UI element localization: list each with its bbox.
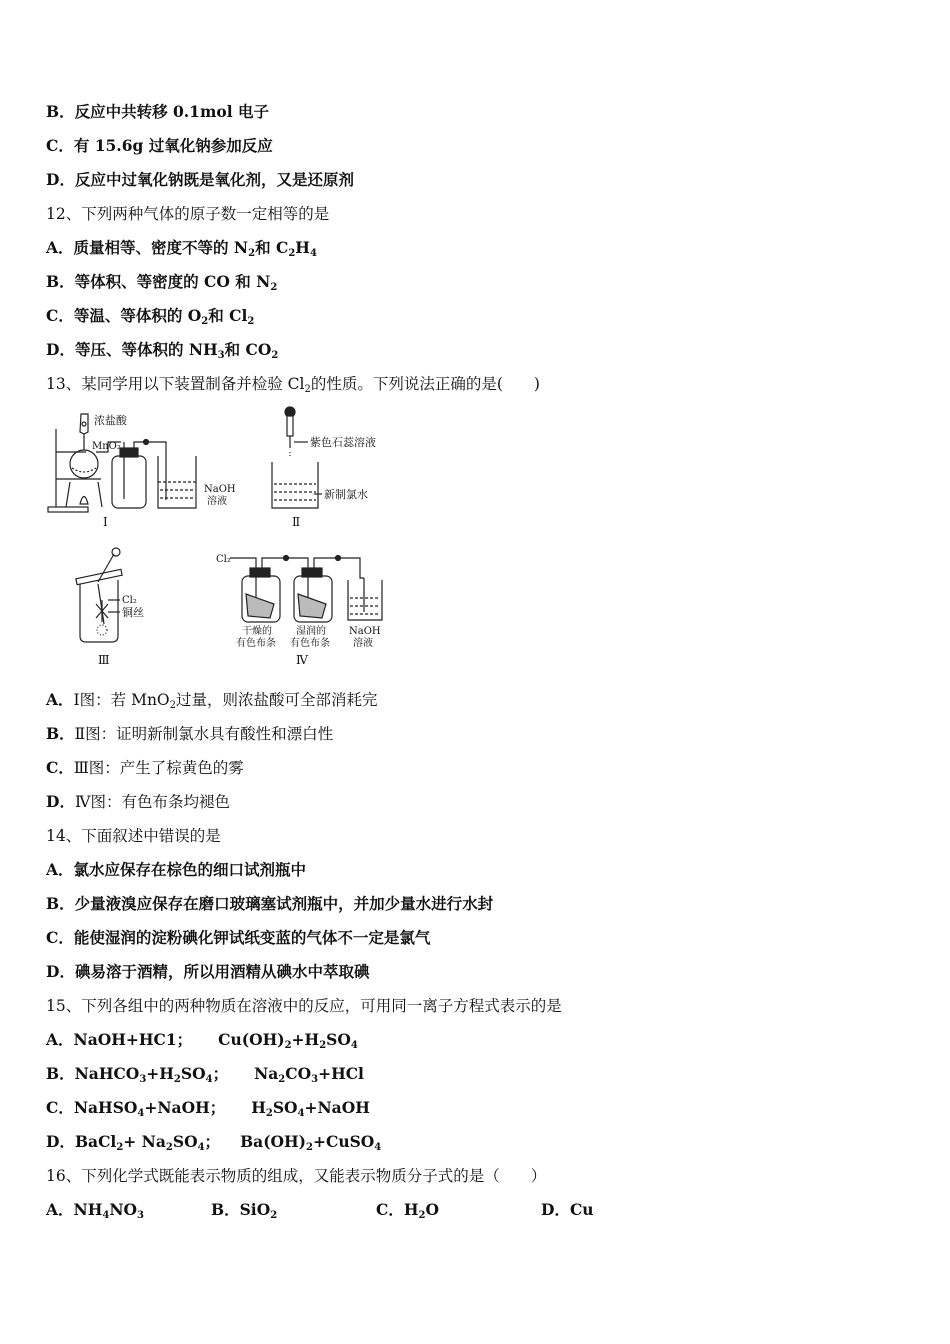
q12-option-b: B．等体积、等密度的 CO 和 $N_2$: [46, 272, 278, 293]
q13-option-d: D．Ⅳ图：有色布条均褪色: [46, 792, 230, 811]
figure-iii-apparatus: [76, 548, 122, 642]
q15-option-a: A．NaOH+HC1； $Cu(OH)_2+H_2SO_4$: [46, 1030, 358, 1051]
fig-iv-colored-strip-1: 有色布条: [236, 638, 276, 649]
fig-iv-wet: 湿润的: [296, 626, 326, 637]
fig-iv-dry: 干燥的: [242, 626, 272, 637]
q13-stem: 13、某同学用以下装置制备并检验 $Cl_2$的性质。下列说法正确的是( ): [46, 375, 540, 395]
fig-ii-litmus: 紫色石蕊溶液: [310, 436, 376, 449]
fig-iv-naoh: NaOH: [349, 626, 381, 637]
figure-iv-apparatus: [230, 556, 382, 623]
q14-option-c: C．能使湿润的淀粉碘化钾试纸变蓝的气体不一定是氯气: [46, 928, 431, 947]
fig-ii-chlorine-water: 新制氯水: [324, 488, 368, 501]
fig-iii-cl2: Cl₂: [122, 595, 137, 606]
fig-iv-solution: 溶液: [353, 638, 373, 649]
q12-option-a: A．质量相等、密度不等的 $N_2$和 $C_2H_4$: [46, 238, 317, 259]
fig-i-label: Ⅰ: [103, 515, 108, 529]
q15-option-b: B．$NaHCO_3+H_2SO_4$； $Na_2CO_3+HCl$: [46, 1064, 364, 1085]
q15-option-c: C．NaHSO$_4$+NaOH； $H_2SO_4+NaOH$: [46, 1098, 370, 1119]
apparatus-figure: [46, 404, 406, 674]
q14-option-b: B．少量液溴应保存在磨口玻璃塞试剂瓶中，并加少量水进行水封: [46, 894, 494, 913]
fig-iii-label: Ⅲ: [98, 653, 110, 667]
q11-option-d: D．反应中过氧化钠既是氧化剂，又是还原剂: [46, 170, 354, 189]
fig-iv-label: Ⅳ: [296, 653, 308, 667]
q15-stem: 15、下列各组中的两种物质在溶液中的反应，可用同一离子方程式表示的是: [46, 997, 562, 1015]
q16-stem: 16、下列化学式既能表示物质的组成，又能表示物质分子式的是（ ）: [46, 1167, 547, 1185]
fig-iv-colored-strip-2: 有色布条: [290, 638, 330, 649]
figure-i-apparatus: [48, 414, 196, 512]
fig-iv-cl2-in: Cl₂: [216, 554, 231, 565]
fig-i-conc-hcl: 浓盐酸: [94, 414, 127, 427]
q16-option-a: A．$NH_4NO_3$: [46, 1200, 144, 1221]
q14-option-d: D．碘易溶于酒精，所以用酒精从碘水中萃取碘: [46, 962, 370, 981]
q12-stem: 12、下列两种气体的原子数一定相等的是: [46, 205, 330, 223]
q16-option-b: B．SiO$_2$: [211, 1200, 278, 1221]
q16-option-c: C．$H_2O$: [376, 1200, 439, 1221]
q12-option-c: C．等温、等体积的 $O_2$和 $Cl_2$: [46, 306, 255, 327]
fig-i-mno2: MnO₂: [92, 441, 121, 452]
fig-ii-label: Ⅱ: [292, 515, 301, 529]
q11-option-c: C．有 15.6g 过氧化钠参加反应: [46, 136, 273, 155]
q13-option-a: A．Ⅰ图：若 MnO$_2$过量，则浓盐酸可全部消耗完: [46, 690, 378, 711]
q14-stem: 14、下面叙述中错误的是: [46, 827, 221, 845]
q16-option-d: D．Cu: [541, 1200, 594, 1219]
q12-option-d: D．等压、等体积的 $NH_3$和 $CO_2$: [46, 340, 279, 361]
q16-options: [46, 1200, 594, 1220]
figure-ii-apparatus: [272, 407, 322, 508]
fig-i-solution: 溶液: [207, 496, 227, 507]
fig-iii-copper-wire: 铜丝: [122, 606, 144, 619]
fig-i-naoh: NaOH: [204, 484, 236, 495]
q13-option-b: B．Ⅱ图：证明新制氯水具有酸性和漂白性: [46, 724, 334, 743]
q15-option-d: D．BaCl$_2$+ $Na_2SO_4$； $Ba(OH)_2+CuSO_4$: [46, 1132, 382, 1153]
q11-option-b: B．反应中共转移 0.1mol 电子: [46, 102, 269, 121]
q14-option-a: A．氯水应保存在棕色的细口试剂瓶中: [46, 860, 307, 879]
q13-option-c: C．Ⅲ图：产生了棕黄色的雾: [46, 758, 244, 777]
